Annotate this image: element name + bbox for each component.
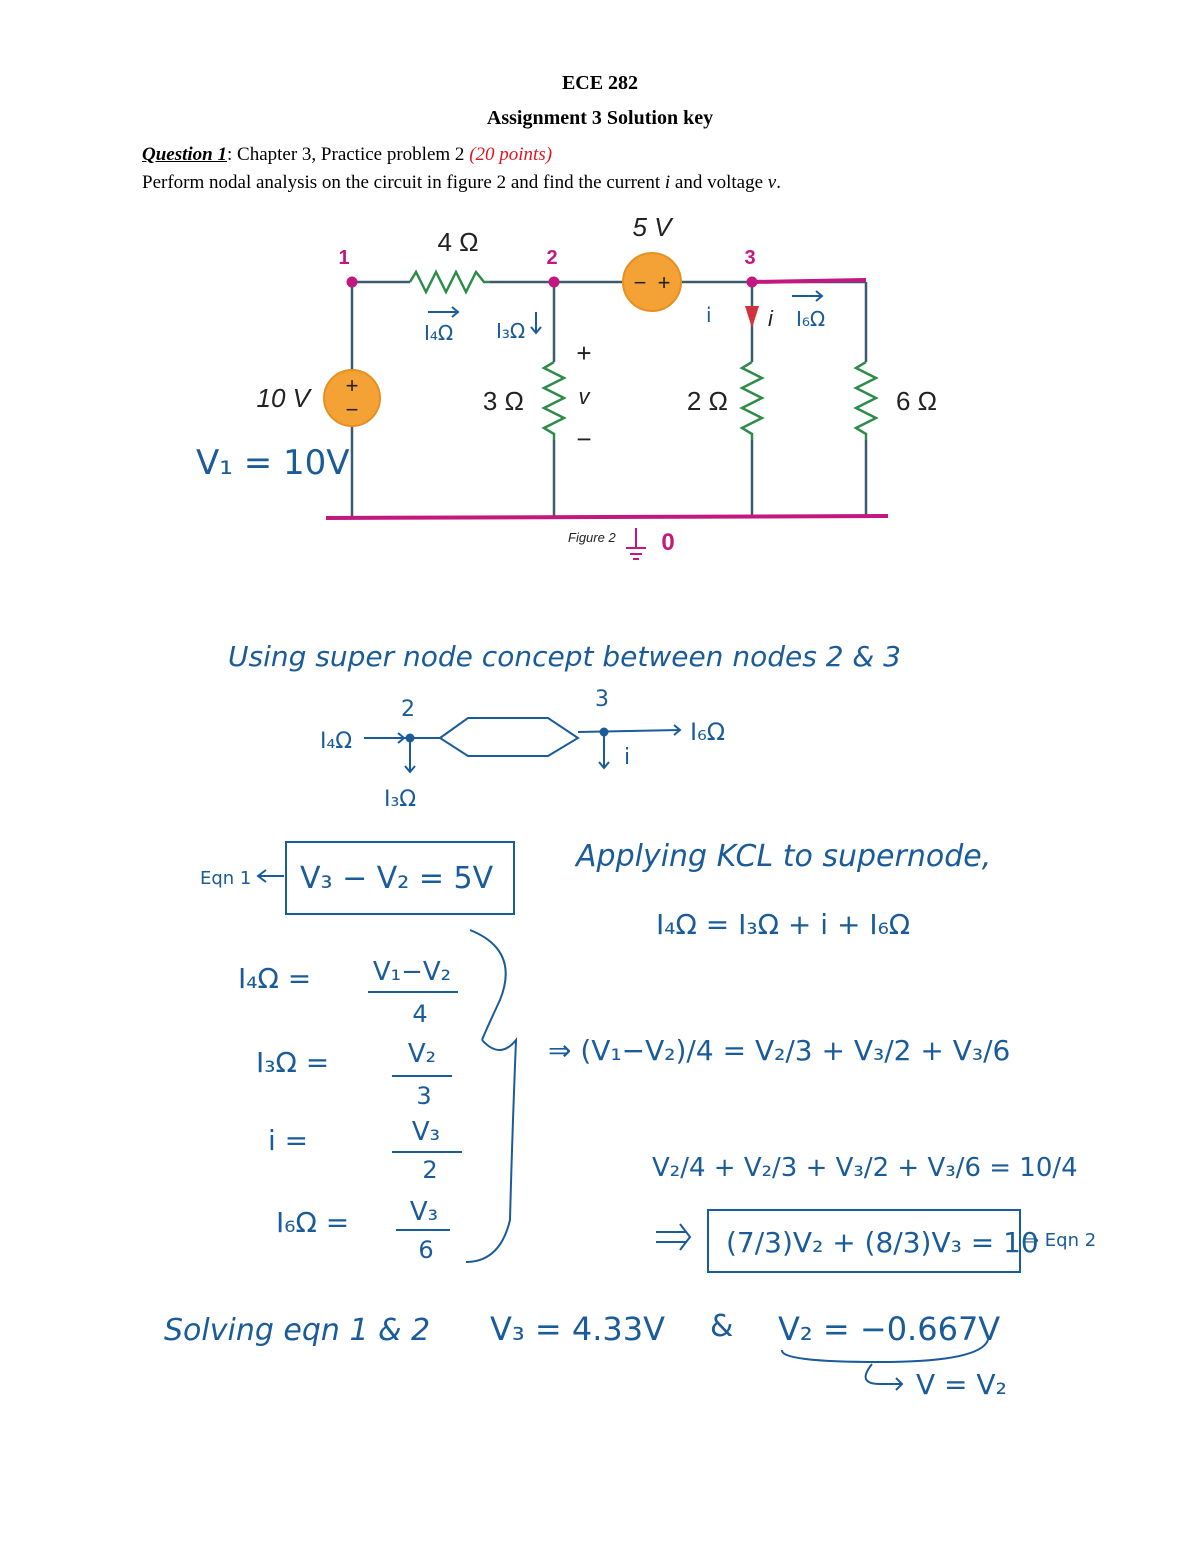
supernode-wire-highlight (752, 280, 866, 282)
label-6ohm: 6 Ω (896, 386, 938, 416)
supernode-sketch (364, 718, 680, 772)
node-3-label: 3 (744, 247, 756, 269)
def-i6-lhs: I₆Ω = (276, 1206, 350, 1239)
node-2-label: 2 (546, 247, 558, 269)
eqn2-tag: ⇒ Eqn 2 (1024, 1230, 1097, 1251)
svg-text:+: + (345, 373, 359, 398)
eqn2-implies-icon (656, 1224, 690, 1250)
prompt-var-v: v (767, 172, 777, 193)
circuit-i4-label: I₄Ω (424, 321, 454, 345)
node-1-label: 1 (338, 247, 350, 269)
solution (164, 640, 1096, 1401)
node-3-dot (747, 277, 758, 288)
circuit-i3-label: I₃Ω (496, 319, 526, 343)
label-4ohm: 4 Ω (437, 227, 479, 257)
def-i3-lhs: I₃Ω = (256, 1046, 330, 1079)
resistor-3ohm (544, 362, 564, 440)
prompt-var-i: i (664, 172, 671, 193)
ground-line (326, 516, 888, 518)
v-minus: − (576, 424, 592, 454)
circuit-diagram (196, 212, 937, 559)
label-5v: 5 V (632, 212, 672, 242)
question-chapter: : Chapter 3, Practice problem 2 (227, 144, 470, 165)
result-arrow-icon (866, 1364, 902, 1390)
sum-equation: V₂/4 + V₂/3 + V₃/2 + V₃/6 = 10/4 (652, 1153, 1078, 1183)
course-title: ECE 282 (561, 72, 639, 94)
question-points: (20 points) (469, 144, 553, 165)
def-i-den: 2 (422, 1156, 438, 1184)
node-0-label: 0 (661, 529, 675, 556)
def-i3-num: V₂ (407, 1039, 437, 1069)
prompt-mid: and voltage (670, 172, 768, 193)
current-i-arrow (745, 306, 759, 328)
ground-icon (626, 528, 646, 559)
label-3ohm: 3 Ω (482, 386, 524, 416)
solving-text: Solving eqn 1 & 2 (164, 1313, 431, 1348)
resistor-2ohm (742, 362, 762, 440)
super-i6-label: I₆Ω (690, 718, 726, 746)
arrow-i4-icon (428, 307, 458, 317)
arrow-i3-icon (531, 312, 541, 333)
def-i-lhs: i = (268, 1124, 309, 1157)
node-2-dot (549, 277, 560, 288)
question-label: Question 1 (142, 144, 227, 165)
source-10v (324, 370, 380, 426)
substituted-equation: ⇒ (V₁−V₂)/4 = V₂/3 + V₃/2 + V₃/6 (548, 1034, 1011, 1067)
v1-note: V₁ = 10V (196, 443, 350, 483)
eqn2-text: (7/3)V₂ + (8/3)V₃ = 10 (726, 1226, 1039, 1259)
node-1-dot (347, 277, 358, 288)
resistor-4ohm (410, 272, 490, 292)
assignment-subtitle: Assignment 3 Solution key (486, 107, 714, 129)
svg-text:+: + (657, 270, 671, 295)
amp-sign: & (710, 1309, 734, 1344)
eqn1-arrow-icon (258, 870, 284, 882)
svg-text:−: − (633, 270, 647, 295)
figure-caption: Figure 2 (568, 530, 616, 545)
prompt-start: Perform nodal analysis on the circuit in figure 2 and find the current (142, 172, 665, 193)
circuit-i-label: i (706, 303, 712, 327)
source-5v (623, 253, 681, 311)
label-2ohm: 2 Ω (686, 386, 728, 416)
def-i6-den: 6 (418, 1236, 434, 1264)
def-i3-den: 3 (416, 1082, 432, 1110)
super-i3-label: I₃Ω (384, 787, 417, 812)
eqn1-tag: Eqn 1 (200, 868, 252, 889)
super-node3-label: 3 (595, 687, 609, 712)
super-i4-label: I₄Ω (320, 729, 353, 754)
resistor-6ohm (856, 362, 876, 440)
def-i4-num: V₁−V₂ (372, 957, 452, 987)
v3-result: V₃ = 4.33V (490, 1310, 666, 1348)
circuit-i6-label: I₆Ω (796, 307, 826, 331)
def-i4-lhs: I₄Ω = (238, 962, 312, 995)
eqn1-text: V₃ − V₂ = 5V (300, 861, 494, 896)
label-10v: 10 V (256, 383, 310, 413)
v-plus: + (576, 338, 592, 368)
prompt-end: . (776, 172, 781, 193)
definitions-brace (466, 930, 516, 1262)
super-i-label: i (624, 745, 631, 770)
super-node2-label: 2 (401, 697, 415, 722)
solution-intro: Using super node concept between nodes 2 & 3 (228, 640, 901, 673)
def-i4-den: 4 (412, 1000, 428, 1028)
kcl-title: Applying KCL to supernode, (576, 839, 992, 874)
v2-result: V₂ = −0.667V (778, 1310, 1001, 1348)
def-i6-num: V₃ (409, 1197, 439, 1227)
kcl-equation: I₄Ω = I₃Ω + i + I₆Ω (656, 908, 911, 941)
svg-text:−: − (345, 397, 359, 422)
v-label: v (578, 384, 590, 409)
v-result: V = V₂ (916, 1368, 1007, 1401)
def-i-num: V₃ (411, 1117, 441, 1147)
arrow-i6-icon (792, 291, 822, 301)
current-i-label: i (768, 306, 773, 331)
